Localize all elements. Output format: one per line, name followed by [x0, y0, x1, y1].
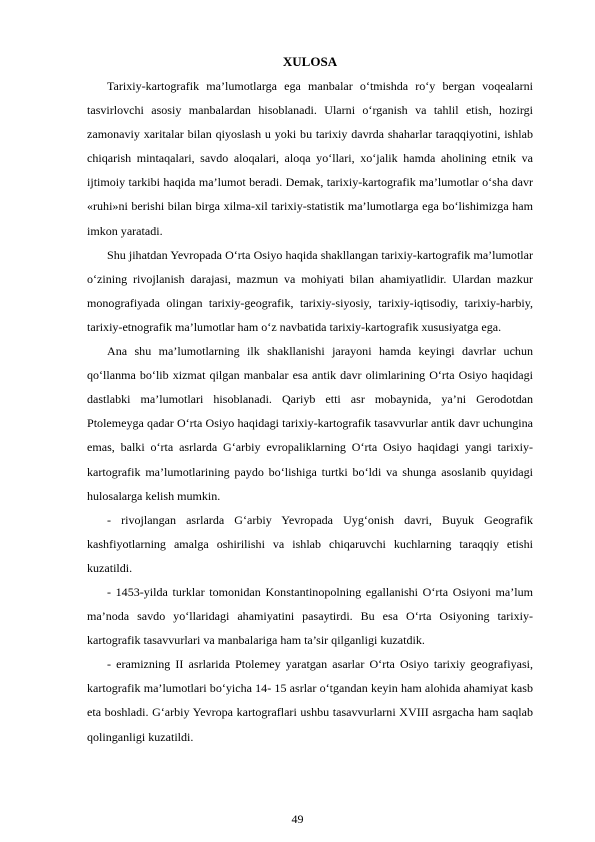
- paragraph-2: [87, 243, 533, 339]
- paragraph-3-text: Ana shu ma’lumotlarning ilk shakllanishi jarayoni hamda keyingi davrlar uchun qo‘llanma bo‘lib xizmat qilgan manbalar esa antik davr olimlarining O‘rta Osiyo haqidagi dastlabki ma’lumotlari hisoblanadi. Qariyb etti asr mobaynida, ya’ni Gerodotdan Ptolemeyga qadar O‘rta Osiyo haqidagi tarixiy-kartografik tasavvurlar antik davr uchungina emas, balki o‘rta asrlarda G‘arbiy evropaliklarning O‘rta Osiyo haqidagi yangi tarixiy-kartografik ma’lumotlarining paydo bo‘lishiga turtki bo‘ldi va shunga asoslanib quyidagi hulosalarga kelish mumkin.: [87, 344, 533, 503]
- bullet-paragraph-3: [87, 652, 533, 748]
- section-heading: XULOSA: [282, 54, 338, 69]
- bullet-paragraph-3-text: - eramizning II asrlarida Ptolemey yaratgan asarlar O‘rta Osiyo tarixiy geografiyasi, kartografik ma’lumotlari bo‘yicha 14- 15 asrlar o‘tgandan keyin ham alohida ahamiyat kasb eta boshladi. G‘arbiy Yevropa kartograflari ushbu tasavvurlarni XVIII asrgacha ham saqlab qolinganligi kuzatildi.: [87, 657, 533, 744]
- paragraph-1: [87, 74, 533, 243]
- bullet-paragraph-1-text: - rivojlangan asrlarda G‘arbiy Yevropada Uyg‘onish davri, Buyuk Geografik kashfiyotlarning amalga oshirilishi va ishlab chiqaruvchi kuchlarning taraqqiy etishi kuzatildi.: [87, 512, 533, 575]
- paragraph-2-text: Shu jihatdan Yevropada O‘rta Osiyo haqida shakllangan tarixiy-kartografik ma’lumotlar o‘zining rivojlanish darajasi, mazmun va mohiyati bilan ahamiyatlidir. Ulardan mazkur monografiyada olingan tarixiy-geografik, tarixiy-siyosiy, tarixiy-iqtisodiy, tarixiy-harbiy, tarixiy-etnografik ma’lumotlar ham o‘z navbatida tarixiy-kartografik xususiyatga ega.: [87, 247, 533, 334]
- document-page: [87, 50, 533, 749]
- bullet-paragraph-2: [87, 580, 533, 652]
- paragraph-3: [87, 339, 533, 508]
- bullet-paragraph-1: [87, 508, 533, 580]
- paragraph-1-text: Tarixiy-kartografik ma’lumotlarga ega manbalar o‘tmishda ro‘y bergan voqealarni tasvirlovchi asosiy manbalardan hisoblanadi. Ularni o‘rganish va tahlil etish, hozirgi zamonaviy xaritalar bilan qiyoslash u yoki bu tarixiy davrda shaharlar taraqqiyotini, ishlab chiqarish mintaqalari, savdo aloqalari, aloqa yo‘llari, xo‘jalik hamda aholining etnik va ijtimoiy tarkibi haqida ma’lumot beradi. Demak, tarixiy-kartografik ma’lumotlar o‘sha davr «ruhi»ni berishi bilan birga xilma-xil tarixiy-statistik ma’lumotlarga ega bo‘lishimizga ham imkon yaratadi.: [87, 79, 533, 238]
- page-number: 49: [291, 812, 304, 826]
- bullet-paragraph-2-text: - 1453-yilda turklar tomonidan Konstantinopolning egallanishi O‘rta Osiyoni ma’lum ma’noda savdo yo‘llaridagi ahamiyatini pasaytirdi. Bu esa O‘rta Osiyoning tarixiy-kartografik tasavvurlari va manbalariga ham ta’sir qilganligi kuzatdik.: [87, 584, 533, 648]
